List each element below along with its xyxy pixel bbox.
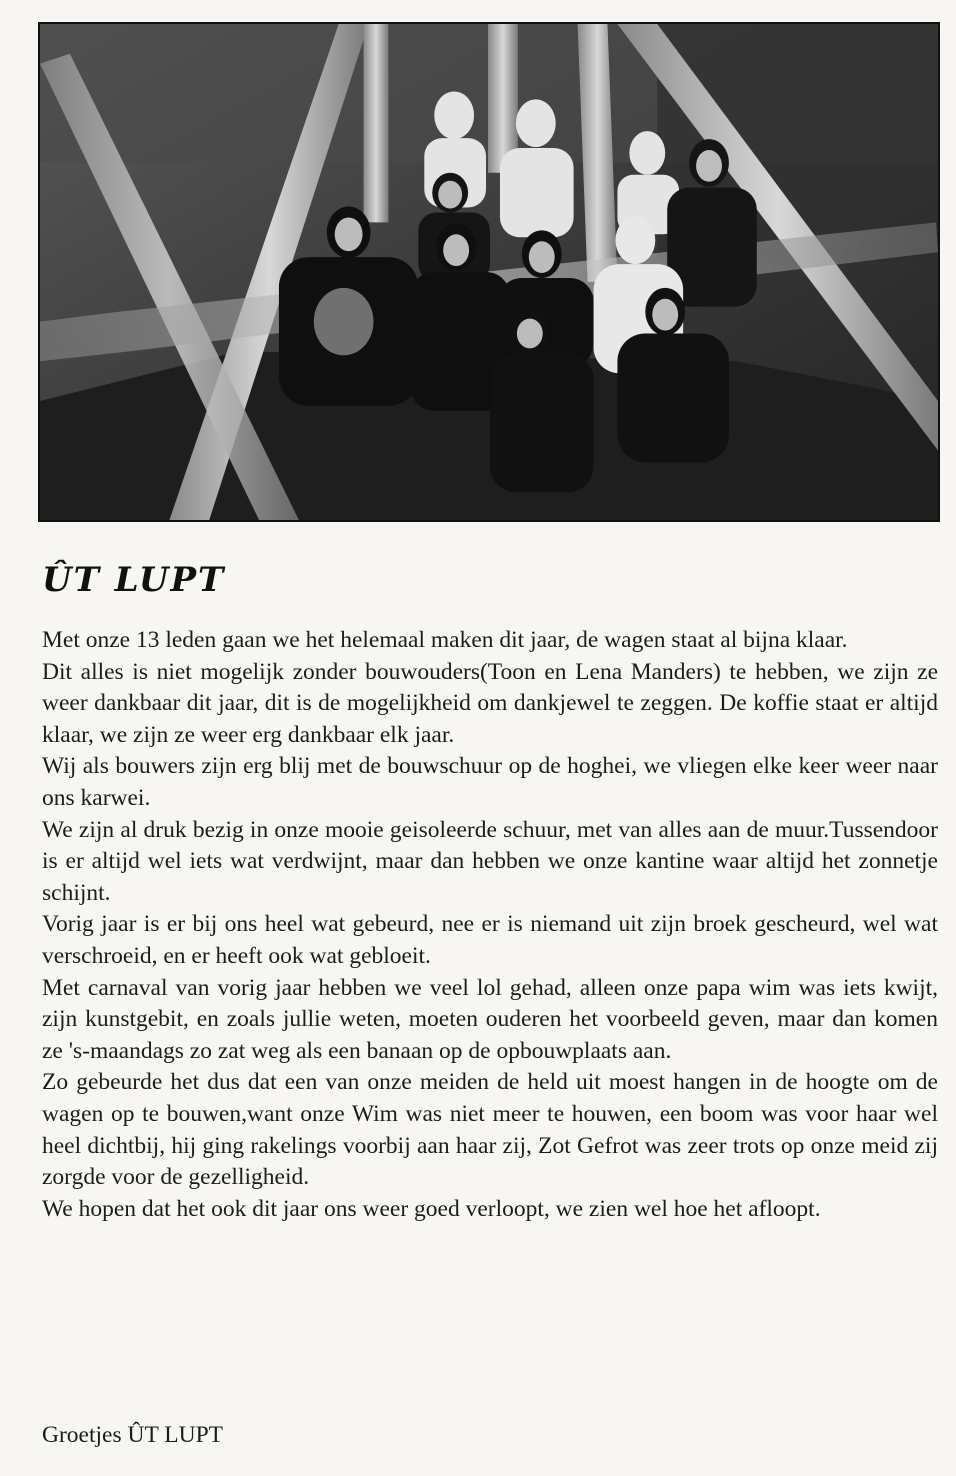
- article-signoff: Groetjes ÛT LUPT: [42, 1422, 224, 1448]
- article-paragraph: Dit alles is niet mogelijk zonder bouwouders(Toon en Lena Manders) te hebben, we zijn ze weer dankbaar dit jaar, dit is de mogelijkheid om dankjewel te zeggen. De koffie staat er altijd klaar, we zijn ze weer erg dankbaar elk jaar.: [42, 658, 938, 748]
- article-paragraph: Zo gebeurde het dus dat een van onze meiden de held uit moest hangen in de hoogte om de wagen op te bouwen,want onze Wim was niet meer te houwen, een boom was voor haar wel heel dichtbij, hij ging rakelings voorbij aan haar zij, Zot Gefrot was zeer trots op onze meid zij zorgde voor de gezelligheid.: [42, 1069, 938, 1191]
- article-body: [42, 625, 938, 1225]
- article-paragraph: We zijn al druk bezig in onze mooie geisoleerde schuur, met van alles aan de muur.Tussendoor is er altijd wel iets wat verdwijnt, maar dan hebben we onze kantine waar altijd het zonnetje schijnt.: [42, 816, 938, 906]
- article-paragraph: Wij als bouwers zijn erg blij met de bouwschuur op de hoghei, we vliegen elke keer weer naar ons karwei.: [42, 753, 938, 811]
- group-photo-icon: [40, 24, 938, 520]
- article-paragraph: Met onze 13 leden gaan we het helemaal maken dit jaar, de wagen staat al bijna klaar.: [42, 627, 848, 653]
- article-paragraph: Vorig jaar is er bij ons heel wat gebeurd, nee er is niemand uit zijn broek gescheurd, wel wat verschroeid, en er heeft ook wat gebloeit.: [42, 911, 938, 969]
- article-paragraph: Met carnaval van vorig jaar hebben we veel lol gehad, alleen onze papa wim was iets kwijt, zijn kunstgebit, en zoals jullie weten, moeten ouderen het voorbeeld geven, maar dan komen ze 's-maandags zo zat weg als een banaan op de opbouwplaats aan.: [42, 974, 938, 1064]
- group-photo: [38, 22, 940, 522]
- article-title: ÛT LUPT: [42, 560, 226, 600]
- article-paragraph: We hopen dat het ook dit jaar ons weer goed verloopt, we zien wel hoe het afloopt.: [42, 1195, 821, 1222]
